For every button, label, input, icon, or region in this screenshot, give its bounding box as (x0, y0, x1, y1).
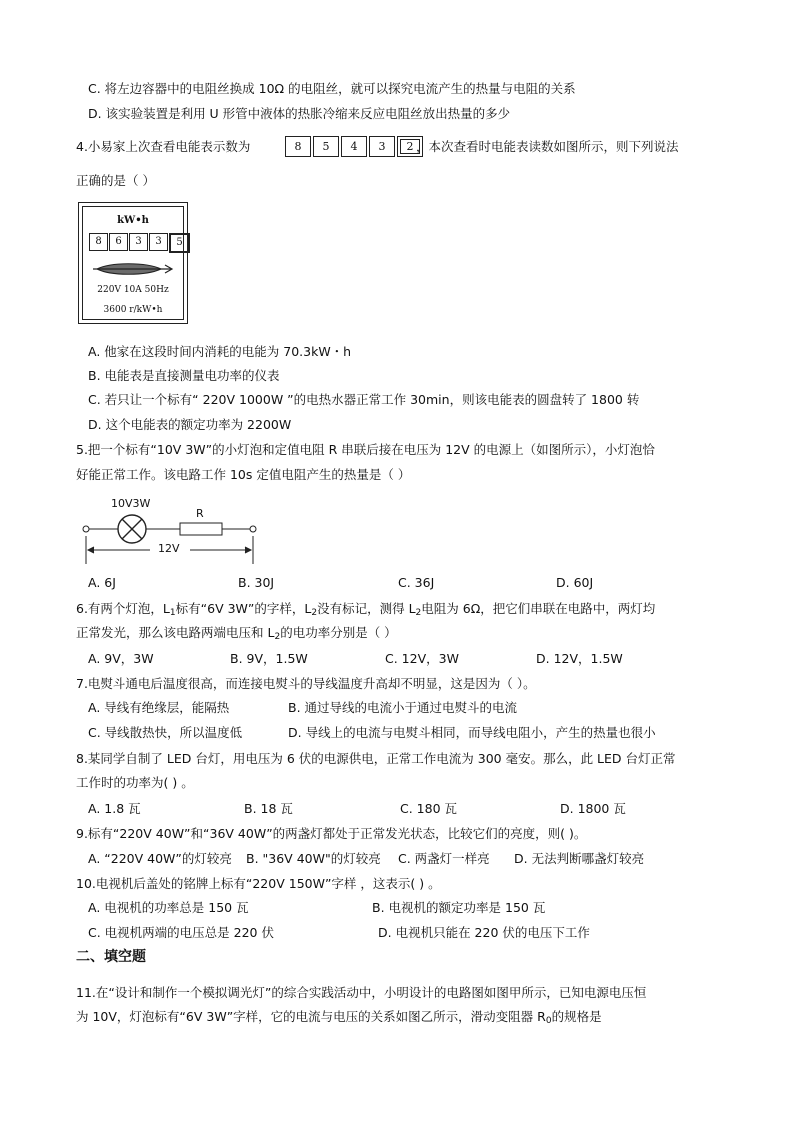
q4-stem: 4.小易家上次查看电能表示数为 (76, 139, 251, 154)
q4-option-d: D. 这个电能表的额定功率为 2200W (88, 417, 292, 432)
digit: 8 (89, 233, 108, 251)
q4-option-b: B. 电能表是直接测量电功率的仪表 (88, 368, 280, 383)
q8-option-b: B. 18 瓦 (244, 801, 293, 816)
q4-option-c: C. 若只让一个标有“ 220V 1000W ”的电热水器正常工作 30min，则该电能表的圆盘转了 1800 转 (88, 392, 640, 407)
digit: 5 (313, 136, 339, 157)
q10-option-a: A. 电视机的功率总是 150 瓦 (88, 900, 249, 915)
q6-option-a: A. 9V，3W (88, 651, 154, 666)
electricity-meter-figure (78, 202, 188, 324)
q10-option-b: B. 电视机的额定功率是 150 瓦 (372, 900, 546, 915)
q9-option-b: B. "36V 40W"的灯较亮 (246, 851, 381, 866)
q7-option-b: B. 通过导线的电流小于通过电熨斗的电流 (288, 700, 518, 715)
q8-stem-continued: 工作时的功率为( ) 。 (76, 775, 194, 790)
q4-option-a: A. 他家在这段时间内消耗的电能为 70.3kW・h (88, 344, 352, 359)
q10-option-c: C. 电视机两端的电压总是 220 伏 (88, 925, 274, 940)
q5-stem-continued: 好能正常工作。该电路工作 10s 定值电阻产生的热量是（ ） (76, 467, 411, 482)
subscript: 2 (274, 632, 281, 642)
q8-option-a: A. 1.8 瓦 (88, 801, 141, 816)
q4-stem-continued: ，本次查看时电能表读数如图所示，则下列说法 (416, 139, 679, 154)
digit: 8 (285, 136, 311, 157)
subscript: 0 (545, 1016, 552, 1026)
q9-stem: 9.标有“220V 40W”和“36V 40W”的两盏灯都处于正常发光状态，比较它们的亮度，则( )。 (76, 826, 587, 841)
q6-option-b: B. 9V，1.5W (230, 651, 308, 666)
q5-option-a: A. 6J (88, 575, 116, 590)
q4-stem-end: 正确的是（ ） (76, 173, 155, 188)
meter-unit: kW•h (117, 215, 149, 226)
q6-option-c: C. 12V，3W (385, 651, 459, 666)
q9-option-d: D. 无法判断哪盏灯较亮 (514, 851, 645, 866)
subscript: 2 (311, 608, 318, 618)
meter-spec: 220V 10A 50Hz (97, 285, 169, 295)
digit: 2 (397, 136, 423, 157)
q6-text: 6.有两个灯泡，L (76, 601, 170, 616)
q10-stem: 10.电视机后盖处的铭牌上标有“220V 150W”字样 ，这表示( ) 。 (76, 876, 441, 891)
section-heading: 二、填空题 (76, 949, 146, 965)
q6-text: 的电功率分别是（ ） (280, 625, 397, 640)
digit: 4 (341, 136, 367, 157)
q7-stem: 7.电熨斗通电后温度很高，而连接电熨斗的导线温度升高却不明显，这是因为（ ）。 (76, 676, 536, 691)
voltage-label: 12V (158, 542, 180, 555)
q5-option-d: D. 60J (556, 575, 594, 590)
q7-option-a: A. 导线有绝缘层，能隔热 (88, 700, 230, 715)
q11-text: 为 10V，灯泡标有“6V 3W”字样，它的电流与电压的关系如图乙所示，滑动变阻器 R (76, 1009, 546, 1024)
digit: 6 (109, 233, 128, 251)
q7-option-c: C. 导线散热快，所以温度低 (88, 725, 243, 740)
lamp-label: 10V3W (111, 497, 151, 510)
q3-option-c: C. 将左边容器中的电阻丝换成 10Ω 的电阻丝，就可以探究电流产生的热量与电阻的关系 (88, 81, 576, 96)
meter-disc-icon (91, 261, 175, 277)
q9-option-a: A. “220V 40W”的灯较亮 (88, 851, 232, 866)
subscript: 1 (169, 608, 176, 618)
q6-stem-continued (76, 624, 397, 646)
q4-previous-reading (285, 136, 425, 157)
q11-stem-continued (76, 1008, 602, 1030)
meter-reading (89, 233, 191, 253)
circuit-diagram (80, 494, 270, 564)
q6-option-d: D. 12V，1.5W (536, 651, 623, 666)
subscript: 2 (415, 608, 422, 618)
meter-revolutions: 3600 r/kW•h (103, 305, 163, 315)
q11-text: 的规格是 (551, 1009, 602, 1024)
q8-option-d: D. 1800 瓦 (560, 801, 626, 816)
q5-stem: 5.把一个标有“10V 3W”的小灯泡和定值电阻 R 串联后接在电压为 12V 的电源上（如图所示），小灯泡恰 (76, 442, 655, 457)
digit: 3 (129, 233, 148, 251)
q5-option-c: C. 36J (398, 575, 435, 590)
digit: 3 (369, 136, 395, 157)
digit: 5 (169, 233, 190, 253)
q11-stem: 11.在“设计和制作一个模拟调光灯”的综合实践活动中，小明设计的电路图如图甲所示，已知电源电压恒 (76, 985, 647, 1000)
q9-option-c: C. 两盏灯一样亮 (398, 851, 490, 866)
q10-option-d: D. 电视机只能在 220 伏的电压下工作 (378, 925, 590, 940)
resistor-label: R (196, 507, 204, 520)
q3-option-d: D. 该实验装置是利用 U 形管中液体的热胀冷缩来反应电阻丝放出热量的多少 (88, 106, 511, 121)
q6-text: 正常发光，那么该电路两端电压和 L (76, 625, 275, 640)
q8-option-c: C. 180 瓦 (400, 801, 458, 816)
q6-stem (76, 600, 655, 622)
q6-text: 标有“6V 3W”的字样，L (175, 601, 312, 616)
digit: 3 (149, 233, 168, 251)
q6-text: 没有标记，测得 L (317, 601, 416, 616)
q7-option-d: D. 导线上的电流与电熨斗相同，而导线电阻小，产生的热量也很小 (288, 725, 656, 740)
q6-text: 电阻为 6Ω，把它们串联在电路中，两灯均 (421, 601, 656, 616)
q8-stem: 8.某同学自制了 LED 台灯，用电压为 6 伏的电源供电，正常工作电流为 300 毫安。那么，此 LED 台灯正常 (76, 751, 676, 766)
q5-option-b: B. 30J (238, 575, 275, 590)
